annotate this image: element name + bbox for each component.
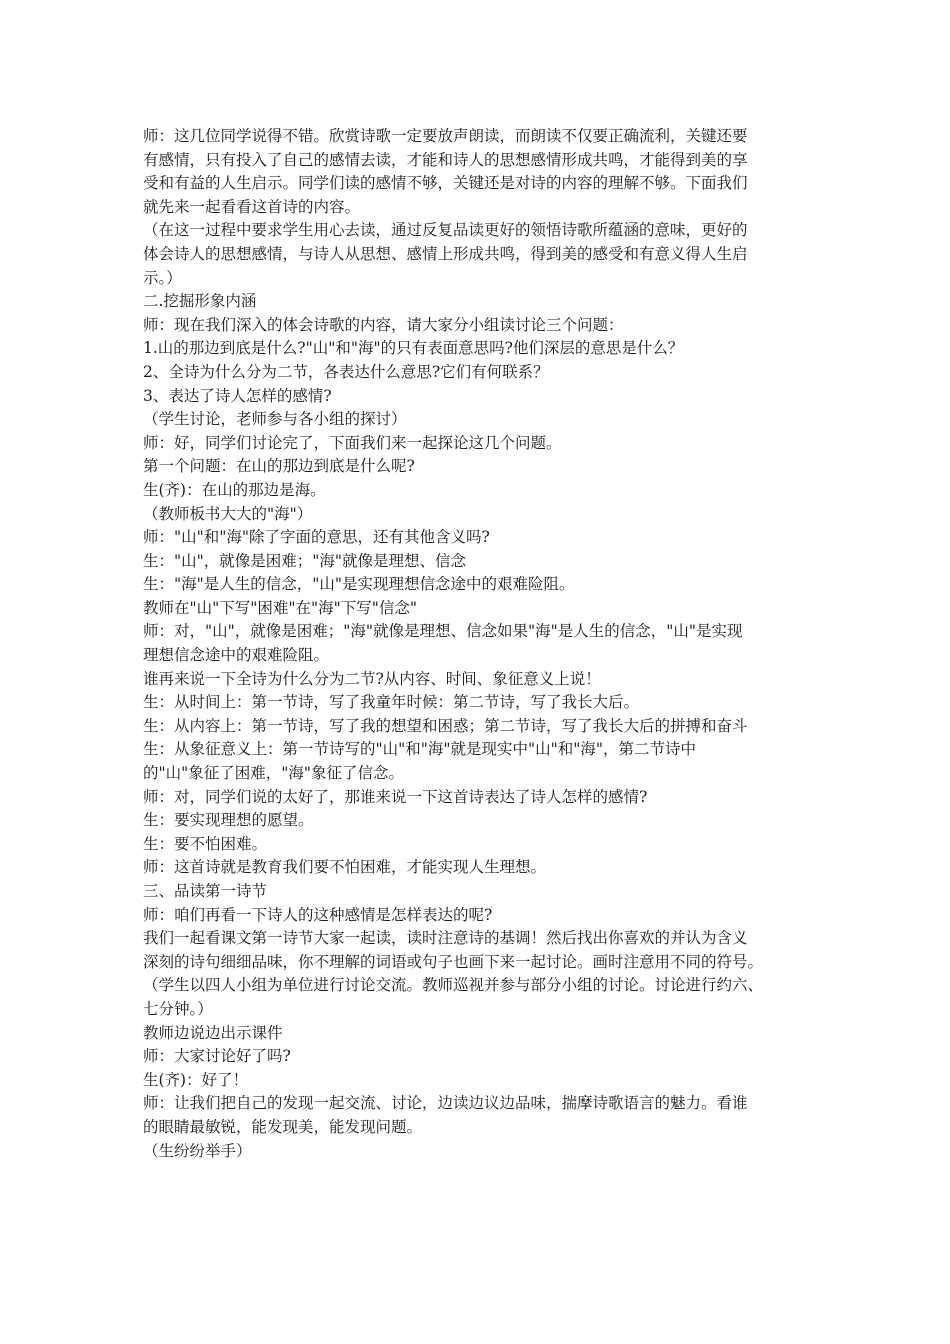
text-line: 师：大家讨论好了吗? xyxy=(143,1047,291,1066)
text-line: 师：好，同学们讨论完了，下面我们来一起探论这几个问题。 xyxy=(143,433,562,452)
text-line: 二.挖掘形象内涵 xyxy=(143,292,257,311)
text-line: 生：从时间上：第一节诗，写了我童年时候：第二节诗，写了我长大后。 xyxy=(143,693,640,712)
text-line: 生：要不怕困难。 xyxy=(143,834,268,853)
document-body xyxy=(143,125,807,1163)
text-line: 理想信念途中的艰难险阻。 xyxy=(143,646,330,665)
text-line: （在这一过程中要求学生用心去读，通过反复品读更好的领悟诗歌所蕴涵的意味，更好的 xyxy=(143,221,748,240)
text-line: 生：从象征意义上：第一节诗写的"山"和"海"就是现实中"山"和"海"，第二节诗中 xyxy=(143,740,697,759)
text-line: 受和有益的人生启示。同学们读的感情不够，关键还是对诗的内容的理解不够。下面我们 xyxy=(143,174,748,193)
text-line: 体会诗人的思想感情，与诗人从思想、感情上形成共鸣，得到美的感受和有意义得人生启 xyxy=(143,244,748,263)
text-line: 三、品读第一诗节 xyxy=(143,882,268,900)
text-line: 师："山"和"海"除了字面的意思，还有其他含义吗? xyxy=(143,528,490,547)
text-line: 深刻的诗句细细品味，你不理解的词语或句子也画下来一起讨论。画时注意用不同的符号。 xyxy=(143,952,764,971)
text-line: （学生讨论，老师参与各小组的探讨） xyxy=(143,410,407,429)
text-line: 师：这几位同学说得不错。欣赏诗歌一定要放声朗读，而朗读不仅要正确流利，关键还要 xyxy=(143,127,748,145)
text-line: 师：咱们再看一下诗人的这种感情是怎样表达的呢? xyxy=(143,905,493,924)
text-line: 教师边说边出示课件 xyxy=(143,1023,283,1042)
text-line: 3、表达了诗人怎样的感情? xyxy=(143,386,332,405)
text-line: 生：要实现理想的愿望。 xyxy=(143,811,314,830)
text-line: 生："海"是人生的信念，"山"是实现理想信念途中的艰难险阻。 xyxy=(143,575,575,594)
text-line: 的眼睛最敏锐，能发现美，能发现问题。 xyxy=(143,1117,423,1136)
text-line: 示。） xyxy=(143,268,182,287)
text-line: 教师在"山"下写"困难"在"海"下写"信念" xyxy=(143,598,418,617)
text-line: 师：这首诗就是教育我们要不怕困难，才能实现人生理想。 xyxy=(143,858,547,877)
text-line: 师：对，同学们说的太好了，那谁来说一下这首诗表达了诗人怎样的感情? xyxy=(143,787,648,806)
text-line: 生(齐)：好了！ xyxy=(143,1070,249,1089)
text-line: 1.山的那边到底是什么?"山"和"海"的只有表面意思吗?他们深层的意思是什么？ xyxy=(143,339,684,358)
text-line: 生：从内容上：第一节诗，写了我的想望和困惑；第二节诗，写了我长大后的拼搏和奋斗 xyxy=(143,716,748,735)
text-line: 七分钟。） xyxy=(143,999,213,1018)
text-line: 师：对，"山"，就像是困难；"海"就像是理想、信念如果"海"是人生的信念，"山"是实现 xyxy=(143,622,743,641)
text-line: 就先来一起看看这首诗的内容。 xyxy=(143,197,361,216)
text-line: 谁再来说一下全诗为什么分为二节?从内容、时间、象征意义上说！ xyxy=(143,669,601,688)
text-line: 第一个问题：在山的那边到底是什么呢? xyxy=(143,457,415,476)
text-line: 师：让我们把自己的发现一起交流、讨论，边读边议边品味，揣摩诗歌语言的魅力。看谁 xyxy=(143,1094,748,1113)
text-line: （生纷纷举手） xyxy=(143,1141,252,1160)
text-line: 师：现在我们深入的体会诗歌的内容，请大家分小组读讨论三个问题： xyxy=(143,315,624,334)
text-line: 生："山"，就像是困难；"海"就像是理想、信念 xyxy=(143,551,467,570)
text-line: （学生以四人小组为单位进行讨论交流。教师巡视并参与部分小组的讨论。讨论进行约六、 xyxy=(143,976,764,995)
text-line: 2、全诗为什么分为二节，各表达什么意思?它们有何联系？ xyxy=(143,362,549,381)
text-line: 生(齐)：在山的那边是海。 xyxy=(143,480,326,499)
text-line: （教师板书大大的"海"） xyxy=(143,504,313,523)
text-line: 的"山"象征了困难，"海"象征了信念。 xyxy=(143,764,405,783)
text-line: 有感情，只有投入了自己的感情去读，才能和诗人的思想感情形成共鸣，才能得到美的享 xyxy=(143,150,748,169)
text-line: 我们一起看课文第一诗节大家一起读，读时注意诗的基调！然后找出你喜欢的并认为含义 xyxy=(143,929,748,948)
